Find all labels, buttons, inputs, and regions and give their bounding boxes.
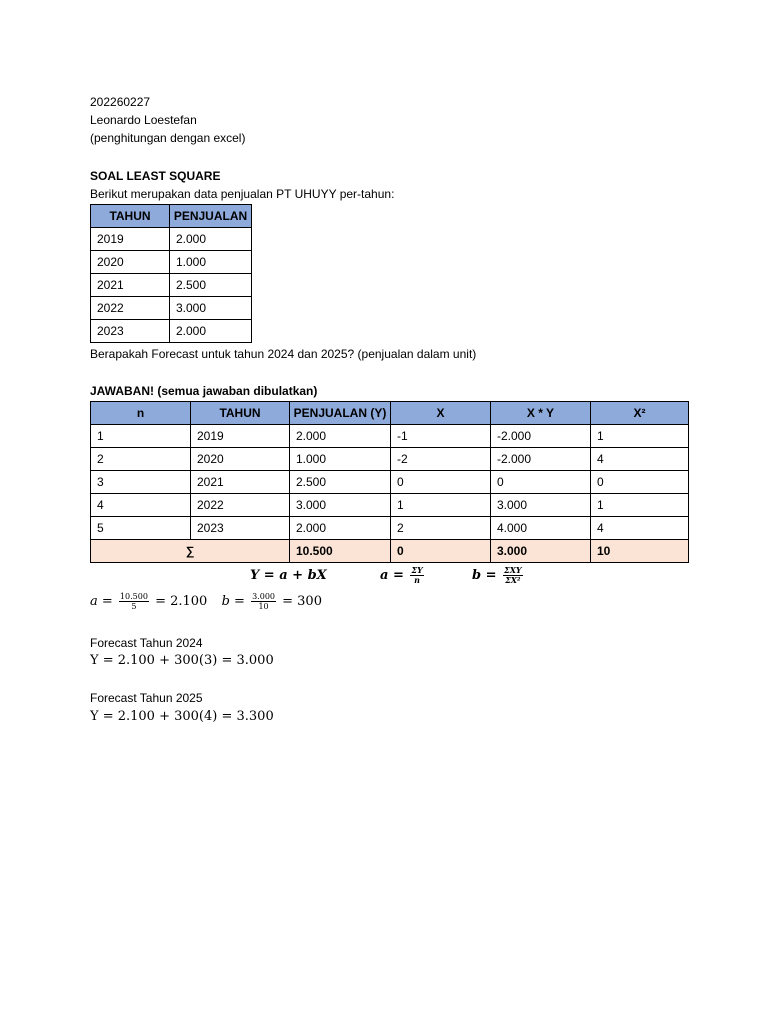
calc-b-numerator: 3.000 bbox=[252, 592, 275, 601]
sum-x: 0 bbox=[391, 540, 491, 563]
column-header-x-squared: X² bbox=[591, 402, 689, 425]
table-cell: 4 bbox=[91, 494, 191, 517]
table-cell: 4.000 bbox=[491, 517, 591, 540]
table-header-row bbox=[91, 205, 252, 228]
question-prompt: Berapakah Forecast untuk tahun 2024 dan 2025? (penjualan dalam unit) bbox=[90, 347, 477, 361]
forecast-2024-title: Forecast Tahun 2024 bbox=[90, 636, 203, 650]
table-cell: 2023 bbox=[191, 517, 290, 540]
forecast-2025-title: Forecast Tahun 2025 bbox=[90, 691, 203, 705]
table-cell: 4 bbox=[591, 517, 689, 540]
table-cell: 2022 bbox=[91, 297, 170, 320]
table-cell: 3 bbox=[91, 471, 191, 494]
calculation-line bbox=[90, 592, 322, 611]
calc-a-label: a = bbox=[90, 594, 113, 609]
table-cell: 2021 bbox=[191, 471, 290, 494]
table-row bbox=[91, 471, 689, 494]
table-cell: 2 bbox=[91, 448, 191, 471]
calculation-note: (penghitungan dengan excel) bbox=[90, 131, 246, 145]
calc-a-result: = 2.100 bbox=[155, 594, 208, 609]
table-cell: 2.000 bbox=[170, 320, 252, 343]
calc-a-numerator: 10.500 bbox=[119, 592, 148, 601]
formula-a-numerator: ΣY bbox=[411, 565, 423, 575]
calc-b-denominator: 10 bbox=[258, 602, 269, 611]
table-cell: 2.000 bbox=[290, 425, 391, 448]
table-cell: 2021 bbox=[91, 274, 170, 297]
table-header-row bbox=[91, 402, 689, 425]
formula-a-fraction bbox=[410, 566, 423, 585]
table-cell: 1.000 bbox=[170, 251, 252, 274]
column-header-x: X bbox=[391, 402, 491, 425]
question-intro: Berikut merupakan data penjualan PT UHUYY per-tahun: bbox=[90, 187, 395, 201]
table-row bbox=[91, 494, 689, 517]
sum-penjualan: 10.500 bbox=[290, 540, 391, 563]
table-cell: 2.500 bbox=[290, 471, 391, 494]
table-cell: 3.000 bbox=[170, 297, 252, 320]
table-cell: 5 bbox=[91, 517, 191, 540]
table-cell: 0 bbox=[391, 471, 491, 494]
formula-a bbox=[380, 566, 426, 585]
table-cell: 2022 bbox=[191, 494, 290, 517]
table-cell: 2020 bbox=[91, 251, 170, 274]
formula-b-label: b = bbox=[472, 568, 497, 583]
least-square-table bbox=[90, 401, 689, 563]
sum-xy: 3.000 bbox=[491, 540, 591, 563]
formula-b-fraction bbox=[503, 566, 523, 585]
formula-b-denominator: ΣX² bbox=[505, 575, 521, 585]
forecast-2025-equation: Y = 2.100 + 300(4) = 3.300 bbox=[90, 709, 274, 724]
table-cell: 2.000 bbox=[290, 517, 391, 540]
sum-symbol: ∑ bbox=[91, 540, 290, 563]
table-cell: 2019 bbox=[191, 425, 290, 448]
calc-a-denominator: 5 bbox=[131, 602, 137, 611]
table-row bbox=[91, 517, 689, 540]
table-cell: 2.000 bbox=[170, 228, 252, 251]
student-name: Leonardo Loestefan bbox=[90, 113, 197, 127]
table-cell: 1.000 bbox=[290, 448, 391, 471]
formula-a-label: a = bbox=[380, 568, 404, 583]
question-title: SOAL LEAST SQUARE bbox=[90, 169, 221, 183]
sales-data-table bbox=[90, 204, 252, 343]
table-row bbox=[91, 425, 689, 448]
formula-a-denominator: n bbox=[414, 575, 420, 585]
table-cell: 2020 bbox=[191, 448, 290, 471]
column-header-penjualan: PENJUALAN bbox=[170, 205, 252, 228]
calc-b-label: b = bbox=[221, 594, 245, 609]
table-cell: 0 bbox=[491, 471, 591, 494]
table-cell: 2 bbox=[391, 517, 491, 540]
table-cell: 2023 bbox=[91, 320, 170, 343]
table-row bbox=[91, 274, 252, 297]
table-cell: 3.000 bbox=[290, 494, 391, 517]
table-row bbox=[91, 320, 252, 343]
table-cell: -2.000 bbox=[491, 425, 591, 448]
regression-equation: Y = a + bX bbox=[250, 568, 327, 583]
table-cell: 1 bbox=[591, 425, 689, 448]
table-row bbox=[91, 251, 252, 274]
answer-title: JAWABAN! (semua jawaban dibulatkan) bbox=[90, 384, 318, 398]
column-header-penjualan-y: PENJUALAN (Y) bbox=[290, 402, 391, 425]
table-cell: 3.000 bbox=[491, 494, 591, 517]
column-header-n: n bbox=[91, 402, 191, 425]
column-header-tahun: TAHUN bbox=[91, 205, 170, 228]
table-row bbox=[91, 228, 252, 251]
table-cell: 1 bbox=[391, 494, 491, 517]
sum-x-squared: 10 bbox=[591, 540, 689, 563]
table-cell: 4 bbox=[591, 448, 689, 471]
table-row bbox=[91, 448, 689, 471]
formula-b-numerator: ΣXY bbox=[504, 565, 522, 575]
table-cell: 1 bbox=[91, 425, 191, 448]
table-cell: -2.000 bbox=[491, 448, 591, 471]
calc-b-fraction bbox=[251, 592, 276, 611]
sum-row bbox=[91, 540, 689, 563]
calc-a-fraction bbox=[119, 592, 149, 611]
table-cell: 2.500 bbox=[170, 274, 252, 297]
table-row bbox=[91, 297, 252, 320]
table-cell: -1 bbox=[391, 425, 491, 448]
table-cell: 1 bbox=[591, 494, 689, 517]
table-cell: -2 bbox=[391, 448, 491, 471]
column-header-tahun: TAHUN bbox=[191, 402, 290, 425]
forecast-2024-equation: Y = 2.100 + 300(3) = 3.000 bbox=[90, 653, 274, 668]
calc-b-result: = 300 bbox=[282, 594, 322, 609]
table-cell: 2019 bbox=[91, 228, 170, 251]
student-id: 202260227 bbox=[90, 95, 151, 109]
table-cell: 0 bbox=[591, 471, 689, 494]
formula-b bbox=[472, 566, 525, 585]
column-header-xy: X * Y bbox=[491, 402, 591, 425]
